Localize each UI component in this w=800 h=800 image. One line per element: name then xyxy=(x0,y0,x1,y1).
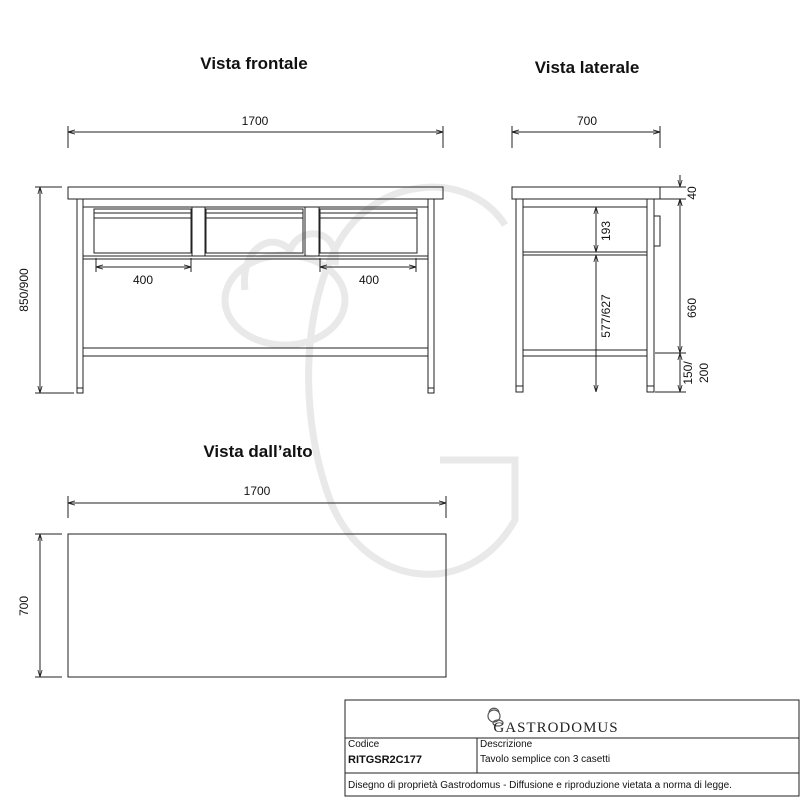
description-label: Descrizione xyxy=(480,739,533,750)
front-left-foot xyxy=(77,388,83,393)
side-shelf-gap-label: 660 xyxy=(685,297,699,319)
front-drawer-left-label: 400 xyxy=(132,273,154,287)
side-right-foot xyxy=(647,386,654,392)
front-drawer-right-label: 400 xyxy=(358,273,380,287)
front-drawer-divider-left xyxy=(192,207,205,256)
side-drawer-height-label: 193 xyxy=(599,220,613,242)
side-left-foot xyxy=(516,386,523,392)
top-view xyxy=(35,496,446,677)
side-lower-shelf xyxy=(523,350,647,356)
footer-notice: Disegno di proprietà Gastrodomus - Diffusione e riproduzione vietata a norma di legge. xyxy=(348,780,732,791)
front-drawer-left xyxy=(94,209,191,253)
front-view-title: Vista frontale xyxy=(200,54,308,73)
front-view xyxy=(35,126,443,393)
front-right-foot xyxy=(428,388,434,393)
top-table-outline xyxy=(68,534,446,677)
front-height-label: 850/900 xyxy=(17,268,31,312)
side-top-thickness-label: 40 xyxy=(685,186,699,200)
brand-name: GASTRODOMUS xyxy=(493,720,619,736)
side-shelf-height-label-a: 150/ xyxy=(681,361,695,385)
top-depth-label: 700 xyxy=(17,595,31,617)
code-value: RITGSR2C177 xyxy=(348,754,422,766)
top-view-title: Vista dall’alto xyxy=(203,442,313,461)
side-view-title: Vista laterale xyxy=(534,58,640,77)
front-width-label: 1700 xyxy=(241,114,269,128)
gastrodomus-g-watermark-icon xyxy=(225,187,515,574)
side-drawer-handle xyxy=(654,216,660,246)
front-lower-shelf xyxy=(83,348,428,356)
side-table-top xyxy=(512,187,660,199)
top-width-label: 1700 xyxy=(243,484,271,498)
side-depth-label: 700 xyxy=(576,114,598,128)
side-lower-height-label: 577/627 xyxy=(599,294,613,338)
side-shelf-height-label-b: 200 xyxy=(697,362,711,384)
description-value: Tavolo semplice con 3 casetti xyxy=(480,754,611,765)
side-view xyxy=(512,126,686,392)
code-label: Codice xyxy=(348,739,380,750)
